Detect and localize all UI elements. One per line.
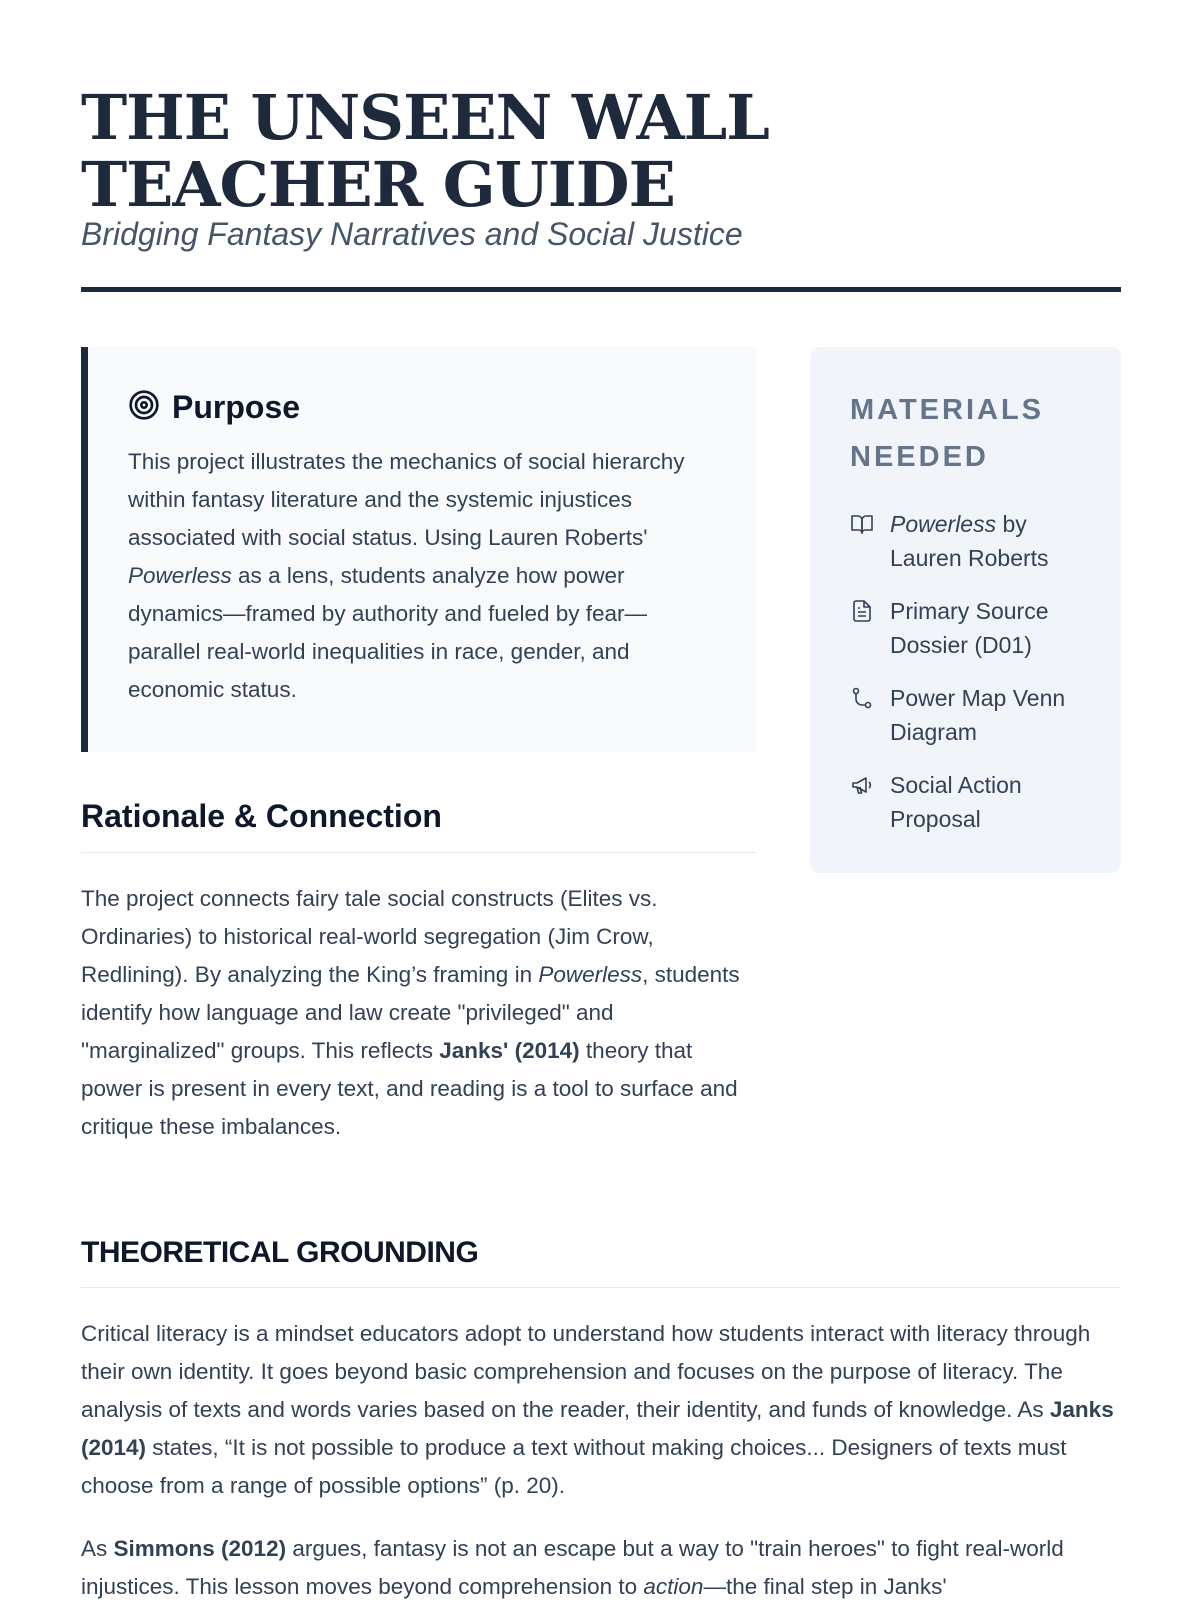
rationale-divider — [81, 852, 756, 853]
rationale-heading: Rationale & Connection — [81, 798, 442, 834]
materials-list — [850, 507, 1081, 836]
purpose-heading: Purpose — [172, 388, 301, 425]
list-item — [850, 681, 1081, 749]
book-title: Powerless — [538, 962, 643, 987]
route-icon — [850, 681, 876, 749]
megaphone-icon — [850, 768, 876, 836]
citation: Simmons (2012) — [113, 1536, 287, 1561]
theory-divider — [81, 1287, 1121, 1288]
emphasis: action — [643, 1574, 704, 1599]
target-icon — [128, 389, 160, 426]
rationale-text: The project connects fairy tale social constructs (Elites vs. Ordinaries) to historical real-world segregation (Jim Crow, Redlining). By analyzing the King’s framing in Powerless, students identify how language and law create "privileged" and "marginalized" groups. This reflects Janks' (2014) theory that power is present in every text, and reading is a tool to surface and critique these imbalances. — [81, 886, 740, 1139]
material-label: Primary Source Dossier (D01) — [890, 598, 1049, 658]
page-title: THE UNSEEN WALL TEACHER GUIDE — [81, 81, 769, 221]
purpose-text: This project illustrates the mechanics of social hierarchy within fantasy literature and the systemic injustices associated with social status. Using Lauren Roberts' Powerless as a lens, students analyze how power dynamics—framed by authority and fueled by fear—parallel real-world inequalities in race, gender, and economic status. — [128, 449, 685, 702]
document-icon — [850, 594, 876, 662]
theory-heading: THEORETICAL GROUNDING — [81, 1236, 479, 1269]
material-label: Social Action Proposal — [890, 772, 1022, 832]
book-icon — [850, 507, 876, 575]
citation: Janks (2014) — [81, 1397, 1114, 1460]
theory-paragraph-2: As Simmons (2012) argues, fantasy is not an escape but a way to "train heroes" to fight real-world injustices. This lesson moves beyond comprehension to action—the final step in Janks' — [81, 1536, 1064, 1599]
list-item — [850, 594, 1081, 662]
theory-text — [81, 1315, 1121, 1600]
materials-panel — [810, 347, 1121, 873]
page-subtitle: Bridging Fantasy Narratives and Social Justice — [81, 216, 743, 252]
theory-paragraph-1: Critical literacy is a mindset educators adopt to understand how students interact with literacy through their own identity. It goes beyond basic comprehension and focuses on the purpose of literacy. The analysis of texts and words varies based on the reader, their identity, and funds of knowledge. As Janks (2014) states, “It is not possible to produce a text without making choices... Designers of texts must choose from a range of possible options” (p. 20). — [81, 1321, 1114, 1498]
material-label: Power Map Venn Diagram — [890, 685, 1066, 745]
book-title: Powerless — [128, 563, 232, 588]
citation: Janks' (2014) — [439, 1038, 580, 1063]
purpose-callout — [81, 347, 756, 752]
purpose-header — [128, 387, 716, 427]
material-label: Powerless by Lauren Roberts — [890, 511, 1049, 571]
title-divider — [81, 287, 1121, 292]
list-item — [850, 507, 1081, 575]
materials-heading: MATERIALS NEEDED — [850, 394, 1045, 473]
list-item — [850, 768, 1081, 836]
